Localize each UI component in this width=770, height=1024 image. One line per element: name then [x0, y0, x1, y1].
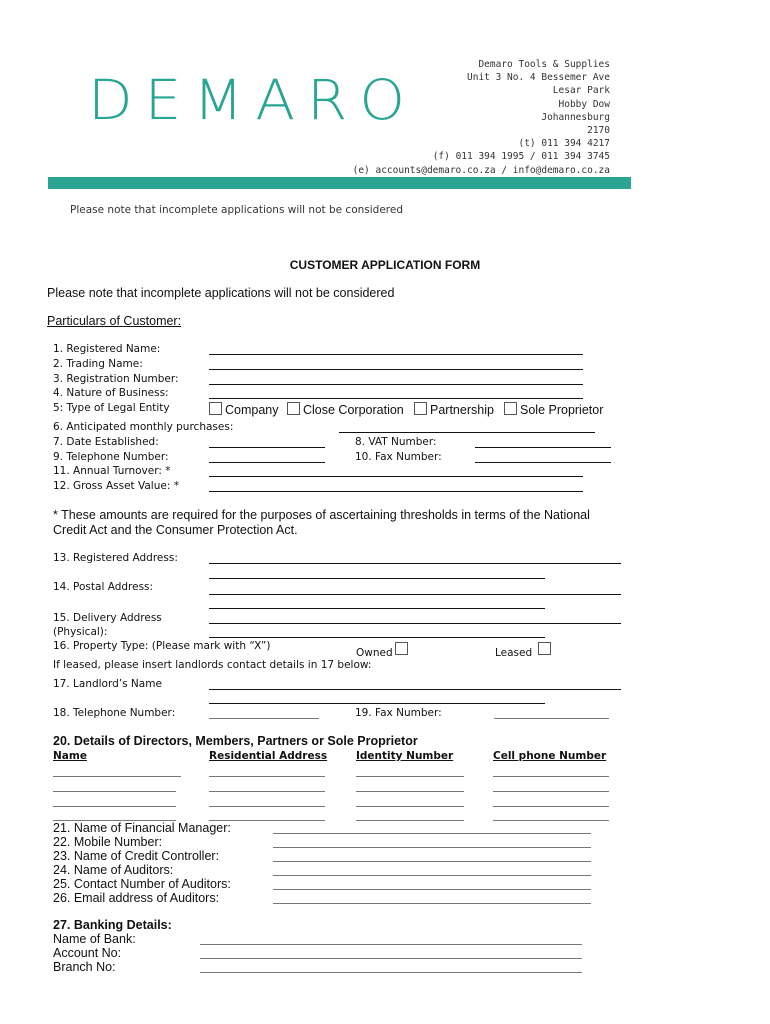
- bank-name-field[interactable]: [200, 944, 582, 945]
- directors-column-identity: Identity Number: [356, 750, 454, 762]
- footnote-line: * These amounts are required for the purposes of ascertaining thresholds in terms of the National: [53, 508, 590, 522]
- field-label-trading-name: 2. Trading Name:: [53, 358, 143, 370]
- address-line: Demaro Tools & Supplies: [478, 59, 610, 70]
- field-label-telephone-number: 9. Telephone Number:: [53, 451, 169, 463]
- field-label-mobile-number: 22. Mobile Number:: [53, 835, 163, 849]
- property-option-owned[interactable]: [356, 642, 411, 659]
- field-label-vat-number: 8. VAT Number:: [355, 436, 437, 448]
- field-label-auditors-email: 26. Email address of Auditors:: [53, 891, 220, 905]
- director-cell-field[interactable]: [493, 776, 609, 777]
- director-address-field[interactable]: [209, 806, 325, 807]
- mobile-number-field[interactable]: [273, 847, 591, 848]
- entity-option-label: Partnership: [430, 403, 494, 417]
- landlord-telephone-field[interactable]: [209, 718, 319, 719]
- telephone-number-field[interactable]: [209, 462, 325, 463]
- field-label-landlord-telephone: 18. Telephone Number:: [53, 707, 176, 719]
- field-label-fax-number: 10. Fax Number:: [355, 451, 442, 463]
- director-id-field[interactable]: [356, 806, 464, 807]
- director-cell-field[interactable]: [493, 820, 609, 821]
- entity-option-label: Company: [225, 403, 279, 417]
- delivery-address-field-line2[interactable]: [209, 637, 545, 638]
- entity-option-sole-proprietor[interactable]: [504, 402, 603, 417]
- property-option-leased[interactable]: [495, 642, 554, 659]
- checkbox-icon[interactable]: [504, 402, 517, 415]
- address-line: (t) 011 394 4217: [518, 138, 610, 150]
- director-id-field[interactable]: [356, 776, 464, 777]
- field-label-property-type: 16. Property Type: (Please mark with “X”): [53, 640, 271, 652]
- financial-manager-field[interactable]: [273, 833, 591, 834]
- checkbox-icon[interactable]: [395, 642, 408, 655]
- field-label-landlord-fax: 19. Fax Number:: [355, 707, 442, 719]
- field-label-registered-name: 1. Registered Name:: [53, 343, 161, 355]
- postal-address-field[interactable]: [209, 594, 621, 595]
- gross-asset-value-field[interactable]: [209, 491, 583, 492]
- footnote-line: Credit Act and the Consumer Protection Act.: [53, 523, 298, 537]
- registered-name-field[interactable]: [209, 354, 583, 355]
- field-label-registered-address: 13. Registered Address:: [53, 552, 178, 564]
- checkbox-icon[interactable]: [538, 642, 551, 655]
- landlord-name-field[interactable]: [209, 689, 621, 690]
- header-note: Please note that incomplete applications will not be considered: [70, 204, 403, 216]
- registered-address-field-line2[interactable]: [209, 578, 545, 579]
- entity-option-label: Close Corporation: [303, 403, 404, 417]
- property-option-label: Owned: [356, 647, 393, 659]
- annual-turnover-field[interactable]: [209, 476, 583, 477]
- field-label-monthly-purchases: 6. Anticipated monthly purchases:: [53, 421, 234, 433]
- entity-option-close-corporation[interactable]: [287, 402, 404, 417]
- registered-address-field[interactable]: [209, 563, 621, 564]
- director-address-field[interactable]: [209, 776, 325, 777]
- director-name-field[interactable]: [53, 791, 176, 792]
- monthly-purchases-field[interactable]: [339, 432, 595, 433]
- landlord-name-field-line2[interactable]: [209, 703, 545, 704]
- field-label-bank-name: Name of Bank:: [53, 932, 136, 946]
- field-label-postal-address: 14. Postal Address:: [53, 581, 154, 593]
- auditors-email-field[interactable]: [273, 903, 591, 904]
- address-line: Unit 3 No. 4 Bessemer Ave: [467, 72, 610, 84]
- entity-option-company[interactable]: [209, 402, 279, 417]
- field-label-landlord-name: 17. Landlord’s Name: [53, 678, 162, 690]
- company-logo: DEMARO: [88, 67, 417, 133]
- credit-controller-field[interactable]: [273, 861, 591, 862]
- field-label-gross-asset-value: 12. Gross Asset Value: *: [53, 480, 179, 492]
- field-label-credit-controller: 23. Name of Credit Controller:: [53, 849, 220, 863]
- field-label-date-established: 7. Date Established:: [53, 436, 159, 448]
- if-leased-note: If leased, please insert landlords contact details in 17 below:: [53, 659, 372, 671]
- fax-number-field[interactable]: [475, 462, 611, 463]
- director-cell-field[interactable]: [493, 791, 609, 792]
- address-line: (f) 011 394 1995 / 011 394 3745: [432, 151, 610, 163]
- company-address: [353, 58, 610, 177]
- directors-column-address: Residential Address: [209, 750, 328, 762]
- delivery-address-field[interactable]: [209, 623, 621, 624]
- account-no-field[interactable]: [200, 958, 582, 959]
- field-label-annual-turnover: 11. Annual Turnover: *: [53, 465, 171, 477]
- branch-no-field[interactable]: [200, 972, 582, 973]
- checkbox-icon[interactable]: [287, 402, 300, 415]
- field-label-financial-manager: 21. Name of Financial Manager:: [53, 821, 231, 835]
- nature-of-business-field[interactable]: [209, 398, 583, 399]
- landlord-fax-field[interactable]: [494, 718, 609, 719]
- address-line: Johannesburg: [541, 111, 610, 123]
- banking-heading: 27. Banking Details:: [53, 918, 172, 932]
- field-label-branch-no: Branch No:: [53, 960, 116, 974]
- field-label-legal-entity: 5: Type of Legal Entity: [53, 402, 170, 414]
- address-line: Lesar Park: [552, 85, 610, 97]
- entity-option-partnership[interactable]: [414, 402, 494, 417]
- director-name-field[interactable]: [53, 806, 176, 807]
- address-line: 2170: [587, 125, 610, 137]
- property-option-label: Leased: [495, 647, 533, 659]
- registration-number-field[interactable]: [209, 384, 583, 385]
- address-line: Hobby Dow: [558, 98, 610, 110]
- director-id-field[interactable]: [356, 791, 464, 792]
- field-label-account-no: Account No:: [53, 946, 122, 960]
- directors-column-name: Name: [53, 750, 87, 762]
- checkbox-icon[interactable]: [209, 402, 222, 415]
- director-address-field[interactable]: [209, 791, 325, 792]
- field-label-delivery-address: 15. Delivery Address: [53, 612, 162, 624]
- field-label-nature-of-business: 4. Nature of Business:: [53, 387, 169, 399]
- auditors-contact-field[interactable]: [273, 889, 591, 890]
- date-established-field[interactable]: [209, 447, 325, 448]
- director-id-field[interactable]: [356, 820, 464, 821]
- auditors-field[interactable]: [273, 875, 591, 876]
- postal-address-field-line2[interactable]: [209, 608, 545, 609]
- field-label-auditors-contact: 25. Contact Number of Auditors:: [53, 877, 231, 891]
- field-label-auditors: 24. Name of Auditors:: [53, 863, 174, 877]
- directors-heading: 20. Details of Directors, Members, Partners or Sole Proprietor: [53, 734, 418, 748]
- form-title: CUSTOMER APPLICATION FORM: [289, 258, 481, 272]
- checkbox-icon[interactable]: [414, 402, 427, 415]
- particulars-heading: Particulars of Customer:: [47, 314, 182, 328]
- field-label-registration-number: 3. Registration Number:: [53, 373, 179, 385]
- address-line: (e) accounts@demaro.co.za / info@demaro.co.za: [352, 164, 610, 176]
- vat-number-field[interactable]: [475, 447, 611, 448]
- form-note: Please note that incomplete applications will not be considered: [47, 286, 395, 300]
- directors-column-cellphone: Cell phone Number: [493, 750, 607, 762]
- field-label-delivery-physical: (Physical):: [53, 626, 108, 638]
- header-divider: [48, 177, 631, 189]
- entity-option-label: Sole Proprietor: [520, 403, 604, 417]
- trading-name-field[interactable]: [209, 369, 583, 370]
- director-cell-field[interactable]: [493, 806, 609, 807]
- director-name-field[interactable]: [53, 776, 181, 777]
